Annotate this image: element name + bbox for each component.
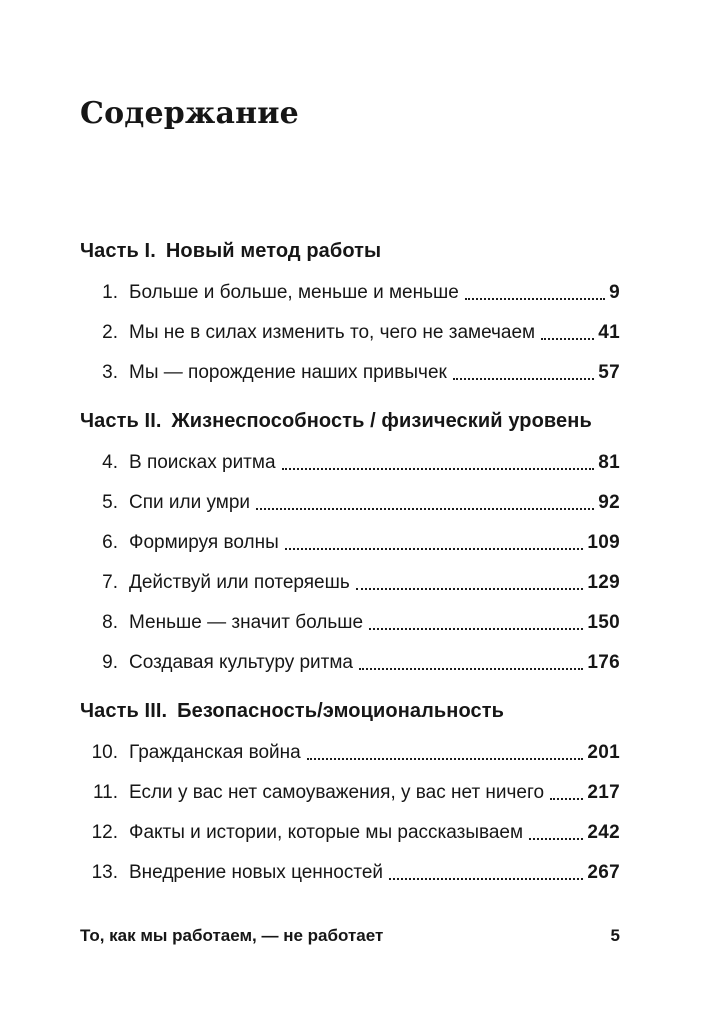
dotted-leader — [359, 668, 583, 670]
dotted-leader — [369, 628, 583, 630]
page-content — [80, 0, 620, 1034]
toc-entry-number: 10. — [91, 742, 118, 763]
section-part-label: Часть III. — [80, 700, 168, 722]
dotted-leader — [389, 878, 583, 880]
toc-entry-title: Мы — порождение наших привычек — [129, 362, 447, 383]
toc-entry-page: 242 — [587, 822, 620, 843]
toc-entry-number: 13. — [91, 862, 118, 883]
toc-entry-number: 11. — [92, 782, 118, 803]
dotted-leader — [356, 588, 584, 590]
toc-entry-page: 129 — [587, 572, 620, 593]
toc-entry-title: Факты и истории, которые мы рассказываем — [129, 822, 524, 843]
toc-entry-number: 5. — [102, 492, 118, 513]
toc-entry — [80, 360, 620, 386]
section-part-label: Часть I. — [80, 240, 156, 262]
toc-section — [80, 236, 620, 386]
toc-section — [80, 406, 620, 676]
dotted-leader — [453, 378, 594, 380]
toc-entry-title: Создавая культуру ритма — [129, 652, 353, 673]
dotted-leader — [465, 298, 605, 300]
page-title: Содержание — [80, 96, 299, 131]
section-entries — [80, 450, 620, 676]
toc-entry-number: 4. — [102, 452, 118, 473]
section-heading — [80, 406, 620, 436]
toc-entry-title: Гражданская война — [129, 742, 301, 763]
dotted-leader — [550, 798, 583, 800]
footer-book-title: То, как мы работаем, — не работает — [80, 926, 384, 945]
toc-entry-page: 201 — [587, 742, 620, 763]
toc-entry — [80, 490, 620, 516]
toc-entry-title: Спи или умри — [129, 492, 251, 513]
toc-entry-title: Меньше — значит больше — [129, 612, 364, 633]
section-title: Новый метод работы — [165, 240, 382, 262]
section-heading — [80, 696, 620, 726]
footer-page-number: 5 — [610, 926, 620, 945]
toc-entry — [80, 780, 620, 806]
toc-entry-page: 81 — [598, 452, 620, 473]
toc-entry-page: 57 — [598, 362, 620, 383]
toc-entry-title: Внедрение новых ценностей — [129, 862, 384, 883]
section-title: Безопасность/эмоциональность — [177, 700, 505, 722]
toc-entry — [80, 320, 620, 346]
section-title: Жизнеспособность / физический уровень — [171, 410, 592, 432]
section-entries — [80, 280, 620, 386]
dotted-leader — [307, 758, 584, 760]
toc-entry — [80, 740, 620, 766]
toc-entry — [80, 530, 620, 556]
toc-entry — [80, 450, 620, 476]
toc-entry — [80, 570, 620, 596]
dotted-leader — [541, 338, 594, 340]
toc-entry-title: В поисках ритма — [129, 452, 276, 473]
page-footer — [80, 924, 620, 948]
dotted-leader — [256, 508, 594, 510]
toc-entry — [80, 280, 620, 306]
toc-section — [80, 696, 620, 886]
toc-entry — [80, 820, 620, 846]
toc-entry — [80, 610, 620, 636]
toc-entry-number: 12. — [91, 822, 118, 843]
toc-entry-page: 267 — [587, 862, 620, 883]
toc-entry-title: Мы не в силах изменить то, чего не замечаем — [129, 322, 536, 343]
section-heading — [80, 236, 620, 266]
dotted-leader — [282, 468, 595, 470]
toc-entry-number: 9. — [102, 652, 118, 673]
table-of-contents — [80, 216, 620, 886]
toc-entry-number: 3. — [102, 362, 118, 383]
toc-entry-title: Больше и больше, меньше и меньше — [129, 282, 459, 303]
toc-entry-title: Если у вас нет самоуважения, у вас нет ничего — [129, 782, 545, 803]
toc-entry-page: 150 — [587, 612, 620, 633]
toc-entry-number: 2. — [102, 322, 118, 343]
toc-entry — [80, 860, 620, 886]
toc-entry-title: Формируя волны — [129, 532, 279, 553]
dotted-leader — [529, 838, 583, 840]
toc-entry-number: 8. — [102, 612, 118, 633]
dotted-leader — [285, 548, 584, 550]
section-entries — [80, 740, 620, 886]
toc-entry-number: 1. — [102, 282, 118, 303]
toc-entry-page: 92 — [598, 492, 620, 513]
toc-entry-title: Действуй или потеряешь — [129, 572, 350, 593]
toc-entry — [80, 650, 620, 676]
toc-entry-page: 176 — [587, 652, 620, 673]
section-part-label: Часть II. — [80, 410, 162, 432]
toc-entry-page: 109 — [587, 532, 620, 553]
toc-entry-page: 217 — [587, 782, 620, 803]
toc-entry-page: 9 — [609, 282, 620, 303]
toc-entry-number: 7. — [102, 572, 118, 593]
toc-entry-page: 41 — [598, 322, 620, 343]
toc-entry-number: 6. — [102, 532, 118, 553]
